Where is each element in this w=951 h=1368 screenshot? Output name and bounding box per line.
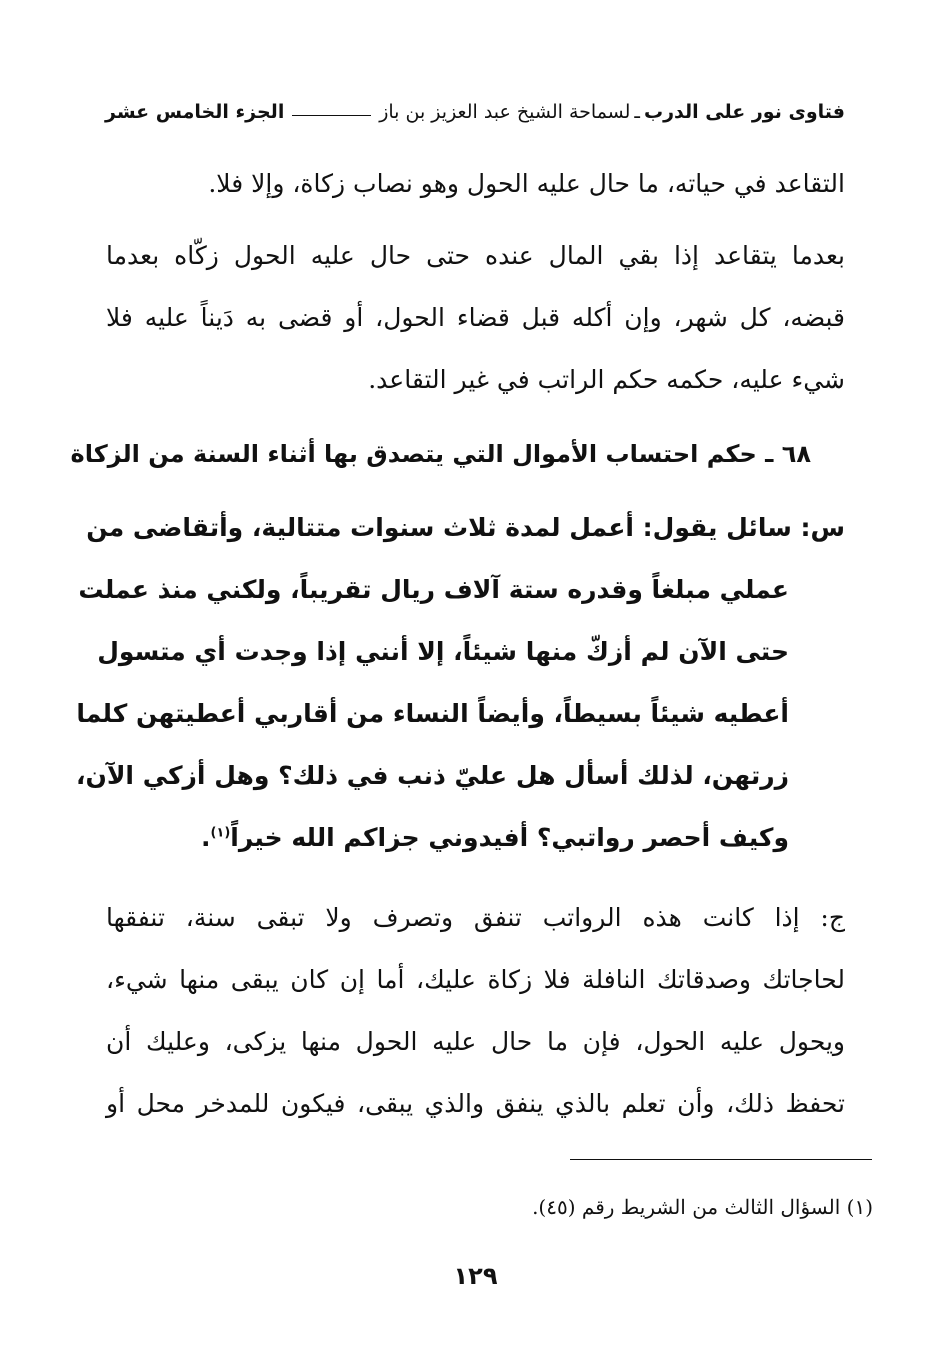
volume-label: الجزء الخامس عشر [105, 101, 285, 123]
paragraph-line: بعدما يتقاعد إذا بقي المال عنده حتى حال عليه الحول زكّاه بعدما [106, 241, 845, 270]
question-line-text: وكيف أحصر رواتبي؟ أفيدوني جزاكم الله خيراً [230, 823, 789, 852]
answer-line: لحاجاتك وصدقاتك النافلة فلا زكاة عليك، أما إن كان يبقى منها شيء، [106, 965, 845, 994]
section-heading: ٦٨ ـ حكم احتساب الأموال التي يتصدق بها أثناء السنة من الزكاة [70, 440, 811, 468]
question-line [201, 818, 789, 858]
question-line: س: سائل يقول: أعمل لمدة ثلاث سنوات متتالية، وأتقاضى من [86, 513, 845, 542]
page-number: ١٢٩ [453, 1262, 498, 1290]
footnote-reference: (١) [210, 825, 231, 841]
footnote-separator [570, 1159, 872, 1160]
header-dash: ـ [634, 101, 640, 123]
paragraph-line: شيء عليه، حكمه حكم الراتب في غير التقاعد. [368, 365, 845, 394]
footnote: (١) السؤال الثالث من الشريط رقم (٤٥). [532, 1195, 873, 1219]
header-rule [292, 115, 371, 116]
running-header [105, 92, 845, 132]
book-title: فتاوى نور على الدرب [644, 101, 845, 123]
question-line: حتى الآن لم أزكّ منها شيئاً، إلا أنني إذا وجدت أي متسول [97, 637, 789, 666]
answer-line: ج: إذا كانت هذه الرواتب تنفق وتصرف ولا تبقى سنة، تنفقها [106, 903, 845, 932]
author-name: لسماحة الشيخ عبد العزيز بن باز [379, 101, 631, 123]
answer-line: تحفظ ذلك، وأن تعلم بالذي ينفق والذي يبقى، فيكون للمدخر محل أو [106, 1089, 845, 1118]
question-line: زرتهن، لذلك أسأل هل عليّ ذنب في ذلك؟ وهل أزكي الآن، [75, 761, 789, 790]
answer-line: ويحول عليه الحول، فإن ما حال عليه الحول منها يزكى، وعليك أن [106, 1027, 845, 1056]
paragraph-line: قبضه، كل شهر، وإن أكله قبل قضاء الحول، أو قضى به دَيناً عليه فلا [106, 303, 845, 332]
question-line: أعطيه شيئاً بسيطاً، وأيضاً النساء من أقاربي أعطيتهن كلما [76, 699, 789, 728]
paragraph-line: التقاعد في حياته، ما حال عليه الحول وهو نصاب زكاة، وإلا فلا. [208, 169, 845, 198]
question-line: عملي مبلغاً وقدره ستة آلاف ريال تقريباً، ولكني منذ عملت [78, 575, 789, 604]
question-line-end: . [200, 823, 211, 852]
